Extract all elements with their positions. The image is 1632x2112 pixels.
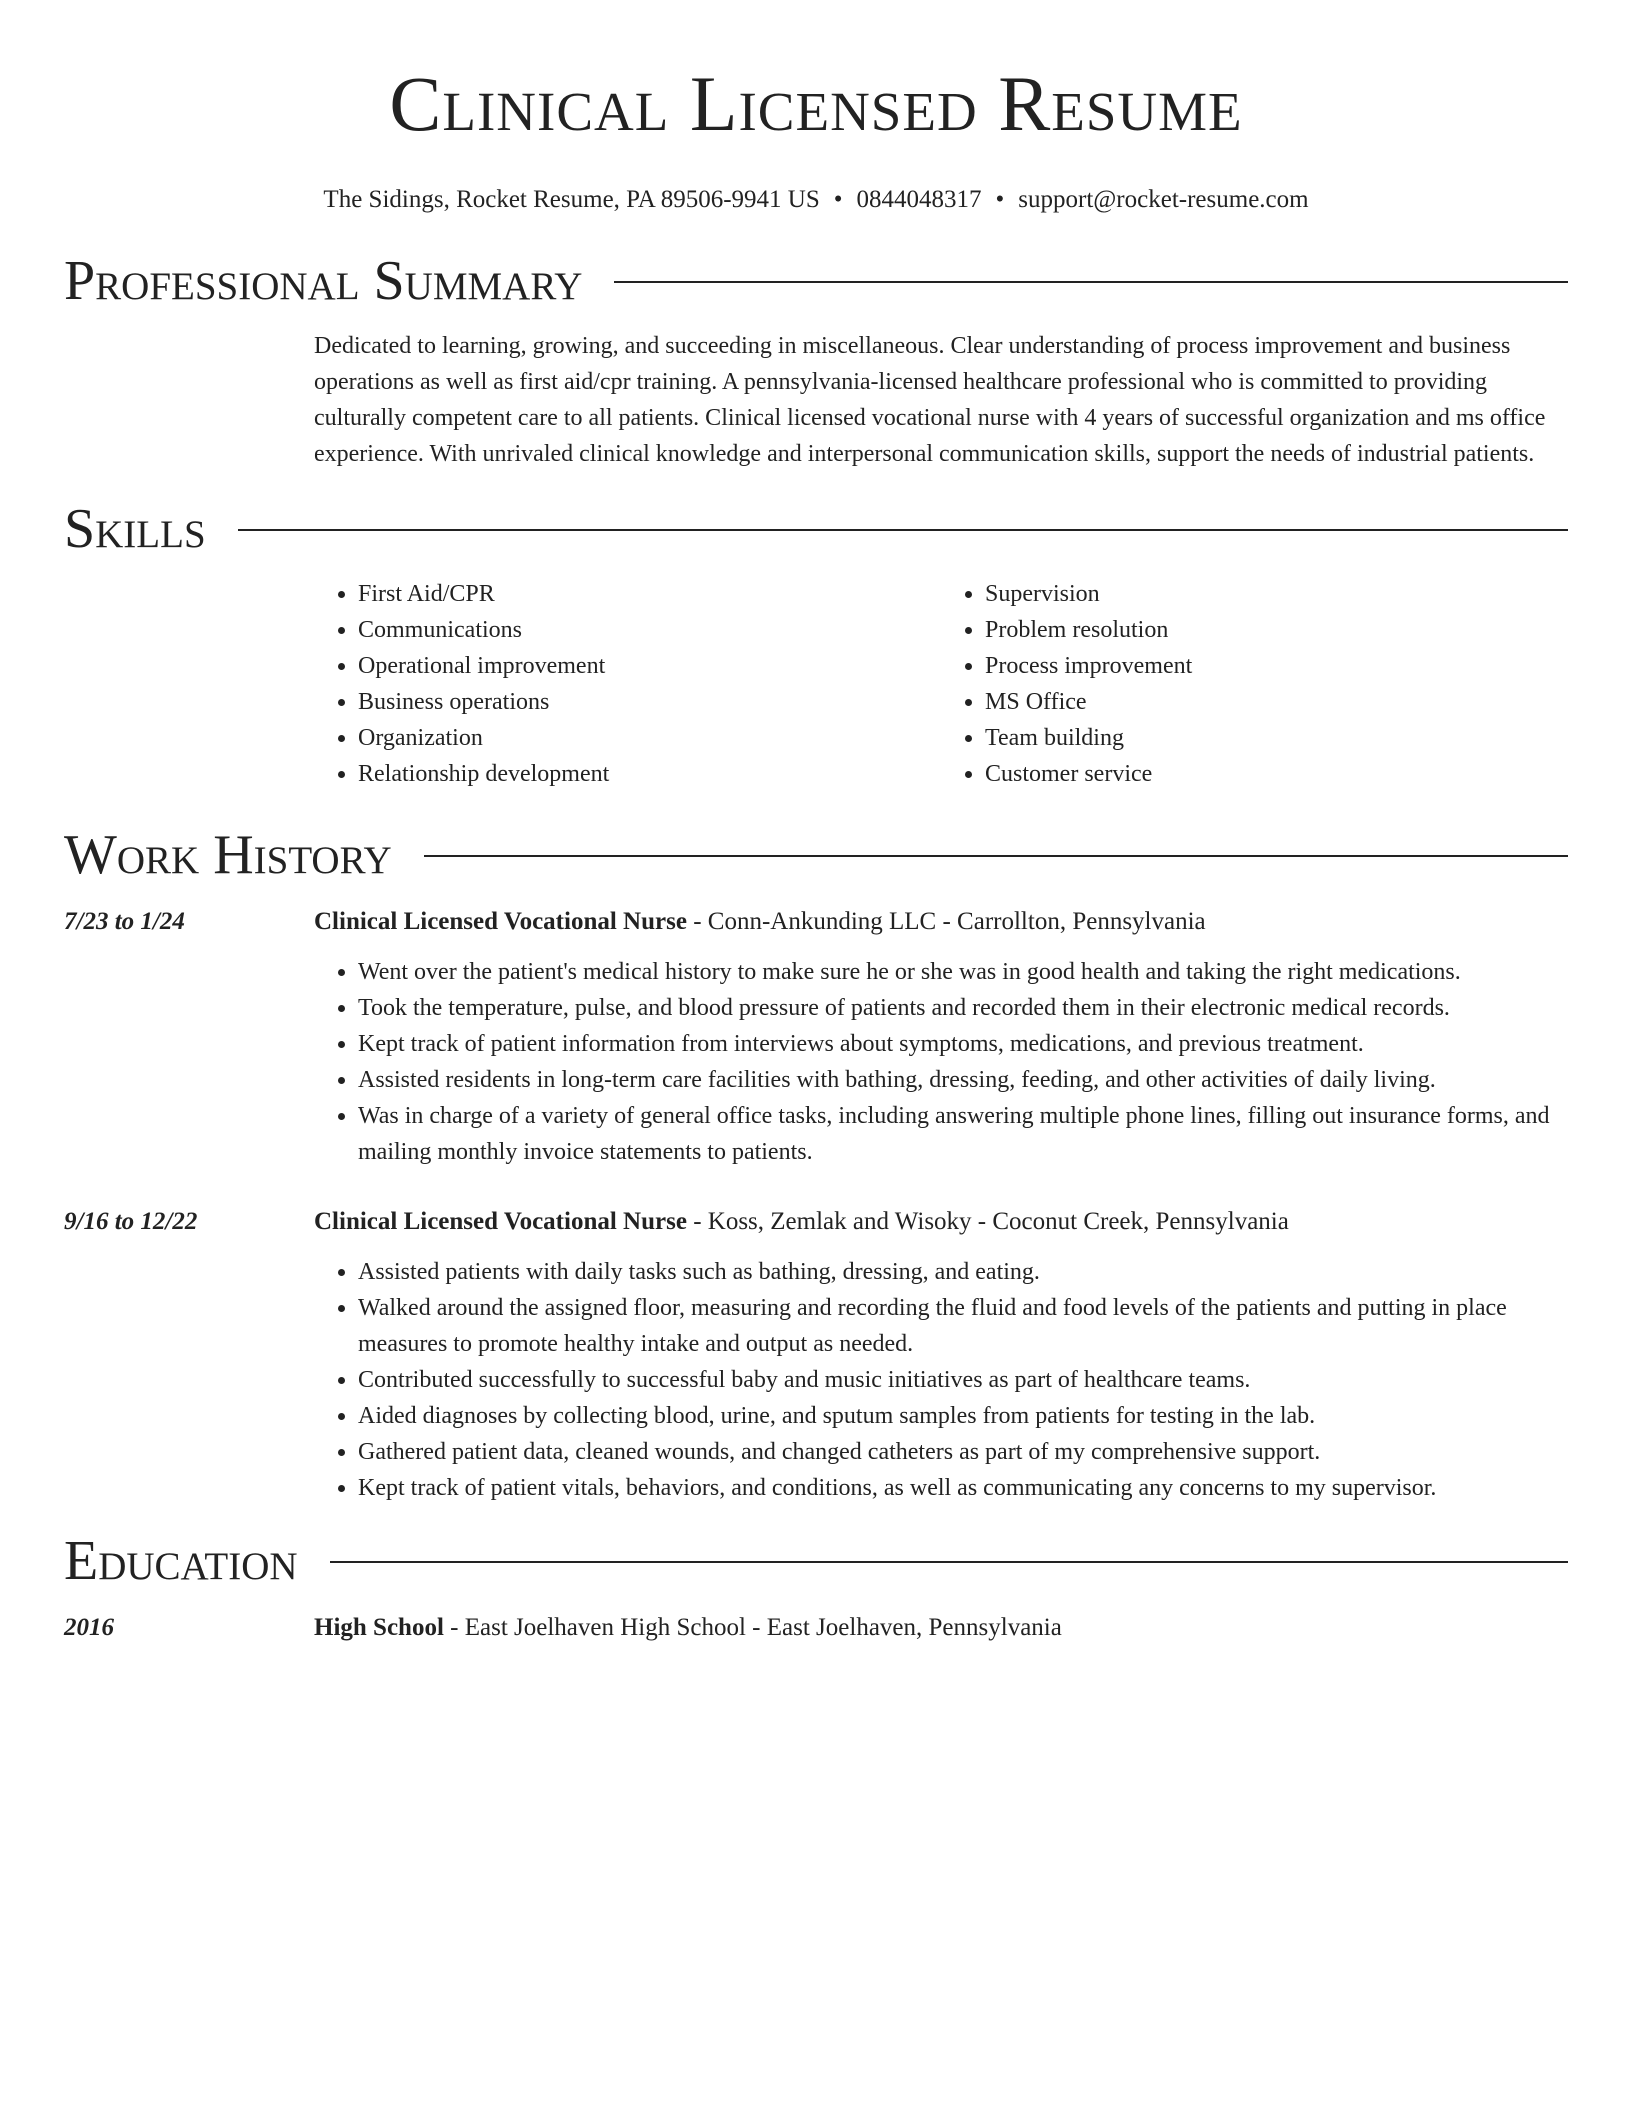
job-main — [314, 1204, 1568, 1506]
education-title: Education — [64, 1530, 298, 1592]
section-divider — [614, 281, 1568, 283]
job-entry — [64, 1204, 1568, 1506]
skill-item: • Supervision — [985, 576, 1568, 612]
job-bullet: • Took the temperature, pulse, and blood pressure of patients and recorded them in their electronic medical records. — [358, 990, 1568, 1026]
job-bullet: • Was in charge of a variety of general office tasks, including answering multiple phone lines, filling out insurance forms, and mailing monthly invoice statements to patients. — [358, 1098, 1568, 1170]
job-title: Clinical Licensed Vocational Nurse — [314, 1208, 687, 1235]
contact-line — [64, 184, 1568, 216]
skill-item: • Problem resolution — [985, 612, 1568, 648]
skill-item: • Organization — [358, 720, 941, 756]
section-divider — [424, 855, 1568, 857]
job-bullet: • Contributed successfully to successful baby and music initiatives as part of healthcare teams. — [358, 1362, 1568, 1398]
work-section — [64, 822, 1568, 1506]
skills-grid — [314, 576, 1568, 792]
job-dates: 7/23 to 1/24 — [64, 908, 185, 935]
summary-text: Dedicated to learning, growing, and succeeding in miscellaneous. Clear understanding of process improvement and business operations as well as first aid/cpr training. A pennsylvania-licensed healthcare professional who is committed to providing culturally competent care to all patients. Clinical licensed vocational nurse with 4 years of successful organization and ms office experience. With unrivaled clinical knowledge and interpersonal communication skills, support the needs of industrial patients. — [314, 333, 1546, 467]
job-main — [314, 904, 1568, 1170]
skill-item: • Team building — [985, 720, 1568, 756]
education-main — [314, 1610, 1568, 1646]
job-entry — [64, 904, 1568, 1170]
job-title: Clinical Licensed Vocational Nurse — [314, 908, 687, 935]
summary-title: Professional Summary — [64, 250, 583, 312]
job-bullet: • Went over the patient's medical history to make sure he or she was in good health and taking the right medications. — [358, 954, 1568, 990]
contact-email: support@rocket-resume.com — [1018, 186, 1309, 213]
skill-item: • MS Office — [985, 684, 1568, 720]
summary-section — [64, 248, 1568, 472]
skill-item: • Communications — [358, 612, 941, 648]
section-divider — [238, 529, 1568, 531]
work-title: Work History — [64, 824, 392, 886]
job-bullet: • Gathered patient data, cleaned wounds, and changed catheters as part of my comprehensive support. — [358, 1434, 1568, 1470]
skill-item: • Operational improvement — [358, 648, 941, 684]
job-details: - Conn-Ankunding LLC - Carrollton, Pennsylvania — [686, 908, 1206, 935]
education-entry — [64, 1610, 1568, 1646]
job-bullet: • Assisted patients with daily tasks such as bathing, dressing, and eating. — [358, 1254, 1568, 1290]
job-details: - Koss, Zemlak and Wisoky - Coconut Creek, Pennsylvania — [686, 1208, 1289, 1235]
education-heading — [314, 1610, 1568, 1646]
skill-item: • Process improvement — [985, 648, 1568, 684]
resume-name: Clinical Licensed Resume — [389, 60, 1243, 147]
job-bullets — [314, 1254, 1568, 1506]
skills-list-left — [314, 576, 941, 792]
contact-address: The Sidings, Rocket Resume, PA 89506-9941 US — [323, 186, 820, 213]
job-heading — [314, 1204, 1568, 1240]
skill-item: • Business operations — [358, 684, 941, 720]
job-bullet: • Kept track of patient vitals, behaviors, and conditions, as well as communicating any concerns to my supervisor. — [358, 1470, 1568, 1506]
job-bullets — [314, 954, 1568, 1170]
skill-item: • Customer service — [985, 756, 1568, 792]
job-bullet: • Aided diagnoses by collecting blood, urine, and sputum samples from patients for testing in the lab. — [358, 1398, 1568, 1434]
job-bullet: • Kept track of patient information from interviews about symptoms, medications, and previous treatment. — [358, 1026, 1568, 1062]
education-header — [64, 1528, 1568, 1594]
education-degree: High School — [314, 1614, 444, 1641]
work-header — [64, 822, 1568, 888]
skills-list-right — [941, 576, 1568, 792]
skills-section — [64, 496, 1568, 792]
summary-header — [64, 248, 1568, 314]
skill-item: • First Aid/CPR — [358, 576, 941, 612]
education-section — [64, 1528, 1568, 1646]
contact-separator: • — [833, 186, 843, 213]
job-bullet: • Assisted residents in long-term care facilities with bathing, dressing, feeding, and other activities of daily living. — [358, 1062, 1568, 1098]
skills-header — [64, 496, 1568, 562]
education-details: - East Joelhaven High School - East Joelhaven, Pennsylvania — [443, 1614, 1062, 1641]
job-dates: 9/16 to 12/22 — [64, 1208, 198, 1235]
section-divider — [330, 1561, 1568, 1563]
summary-body — [314, 328, 1568, 472]
contact-separator: • — [995, 186, 1005, 213]
job-heading — [314, 904, 1568, 940]
skill-item: • Relationship development — [358, 756, 941, 792]
contact-phone: 0844048317 — [856, 186, 982, 213]
education-date: 2016 — [64, 1614, 114, 1641]
skills-title: Skills — [64, 498, 206, 560]
job-bullet: • Walked around the assigned floor, measuring and recording the fluid and food levels of the patients and putting in place measures to promote healthy intake and output as needed. — [358, 1290, 1568, 1362]
